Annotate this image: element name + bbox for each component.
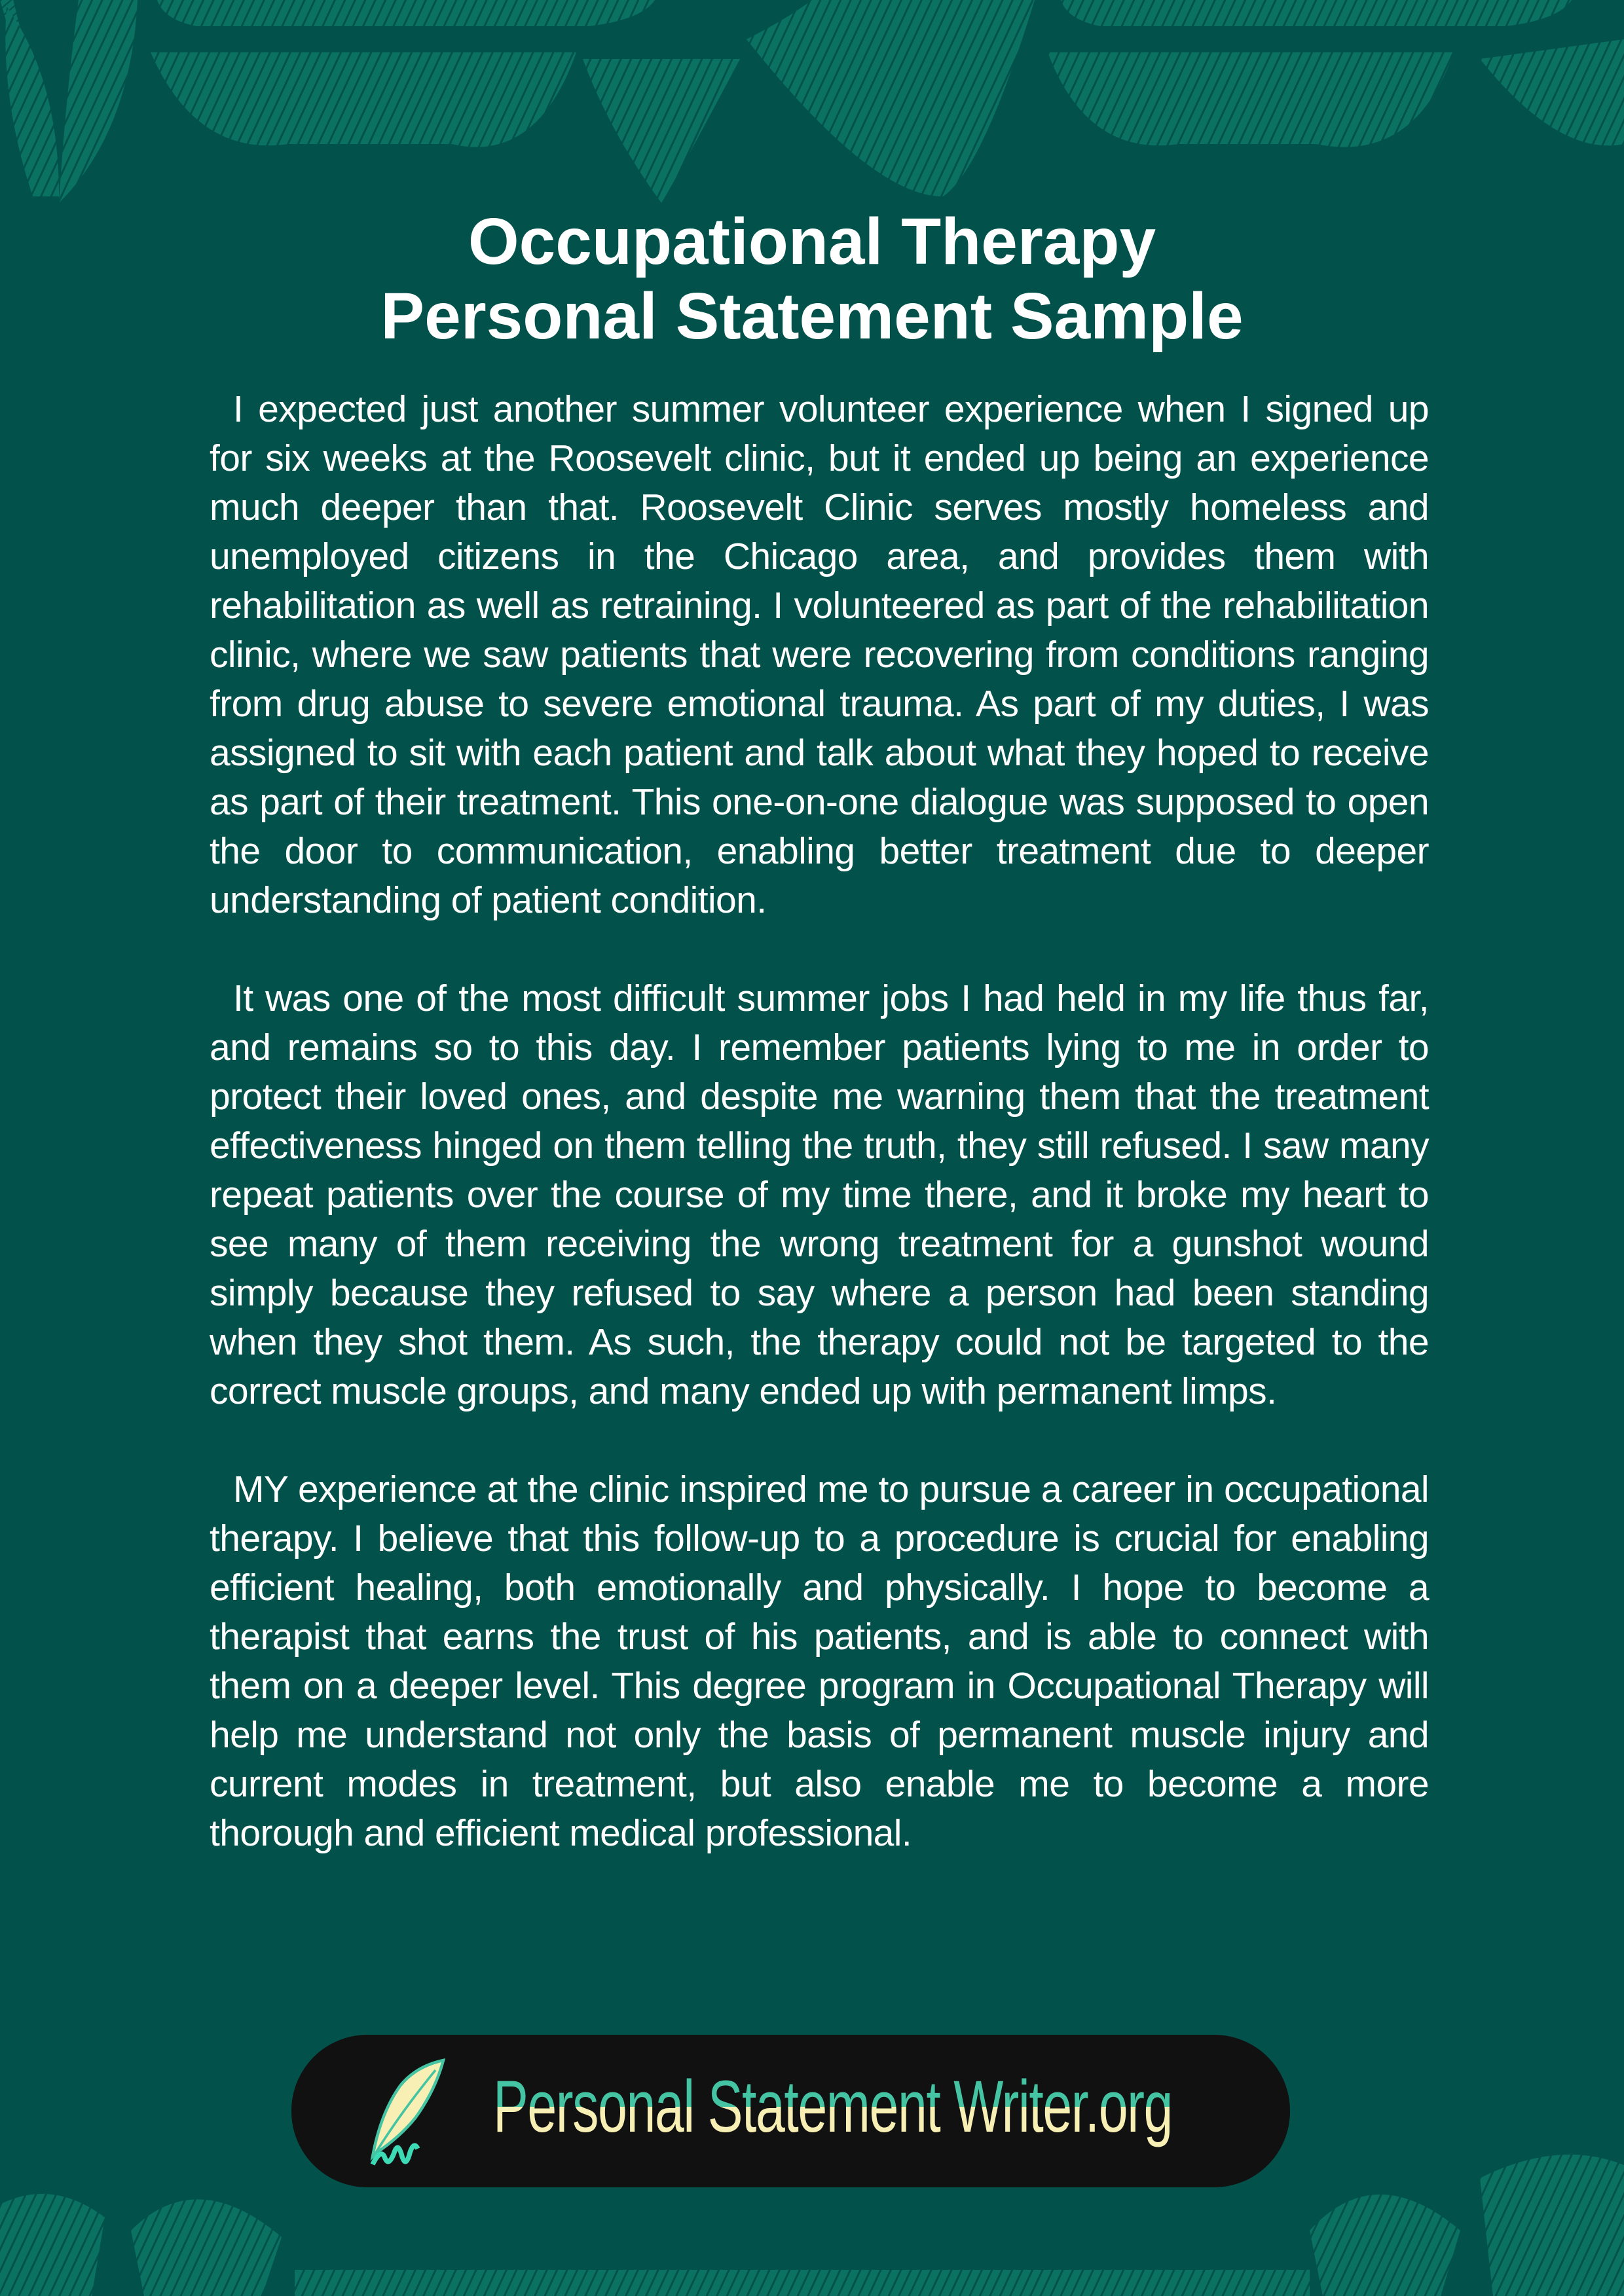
title-line-2: Personal Statement Sample: [380, 280, 1244, 353]
page-title: [0, 204, 1624, 354]
logo-text: Personal Statement Writer.org: [493, 2061, 1172, 2153]
brand-logo-banner: [291, 2035, 1290, 2187]
quill-pen-icon: [357, 2054, 475, 2172]
decorative-leaf-pattern-top: [0, 0, 1624, 210]
statement-body: [210, 385, 1429, 1907]
paragraph: I expected just another summer volunteer experience when I signed up for six weeks at the Roosevelt clinic, but it ended up being an experience much deeper than that. Roosevelt Clinic serves mostly homeless and unemployed citizens in the Chicago area, and provides them with rehabilitation as well as retraining. I volunteered as part of the rehabilitation clinic, where we saw patients that were recovering from conditions ranging from drug abuse to severe emotional trauma. As part of my duties, I was assigned to sit with each patient and talk about what they hoped to receive as part of their treatment. This one-on-one dialogue was supposed to open the door to communication, enabling better treatment due to deeper understanding of patient condition.: [210, 388, 1429, 921]
paragraph: MY experience at the clinic inspired me to pursue a career in occupational therapy. I believe that this follow-up to a procedure is crucial for enabling efficient healing, both emotionally and physically. I hope to become a therapist that earns the trust of his patients, and is able to connect with them on a deeper level. This degree program in Occupational Therapy will help me understand not only the basis of permanent muscle injury and current modes in treatment, but also enable me to become a more thorough and efficient medical professional.: [210, 1468, 1429, 1854]
title-line-1: Occupational Therapy: [468, 205, 1156, 278]
paragraph: It was one of the most difficult summer jobs I had held in my life thus far, and remains so to this day. I remember patients lying to me in order to protect their loved ones, and despite me warning them that the treatment effectiveness hinged on them telling the truth, they still refused. I saw many repeat patients over the course of my time there, and it broke my heart to see many of them receiving the wrong treatment for a gunshot wound simply because they refused to say where a person had been standing when they shot them. As such, the therapy could not be targeted to the correct muscle groups, and many ended up with permanent limps.: [210, 977, 1429, 1412]
